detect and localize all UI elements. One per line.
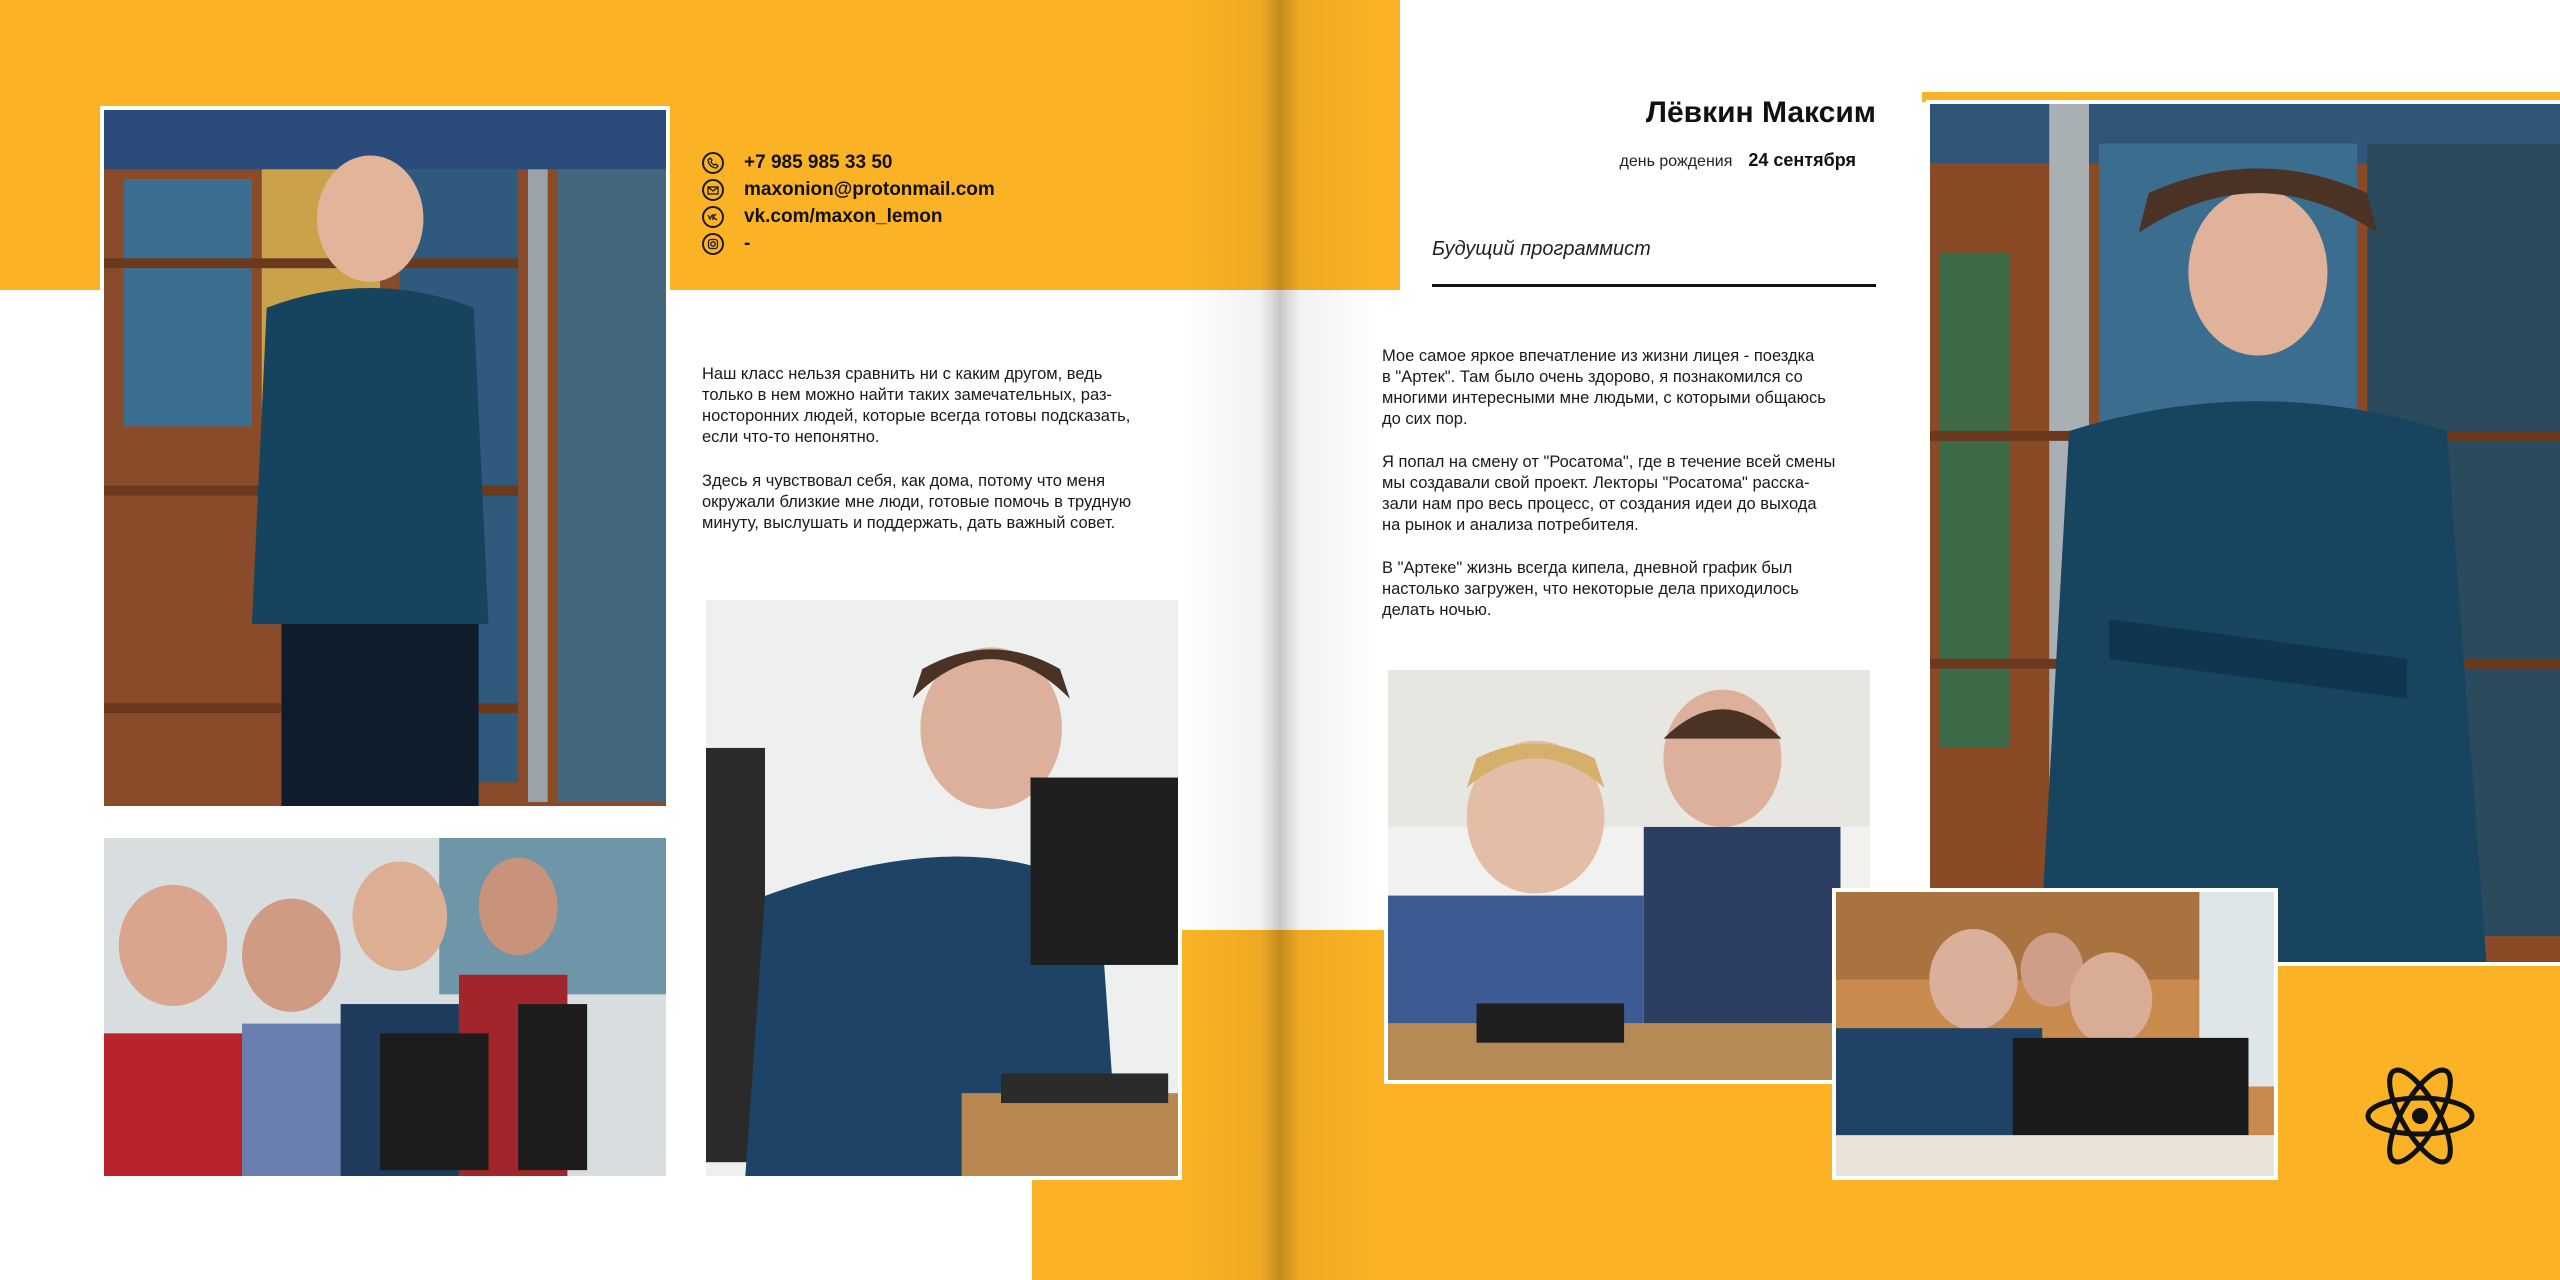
right-paragraph-1: Мое самое яркое впечатление из жизни лицея - поездка в "Артек". Там было очень здорово, я познакомился со многими интересными мне людьми, с которыми общаюсь до сих пор. bbox=[1382, 347, 1826, 428]
portrait-large-photo bbox=[1926, 100, 2560, 966]
contact-email[interactable] bbox=[702, 177, 995, 203]
contact-phone-text: +7 985 985 33 50 bbox=[744, 152, 893, 173]
contact-email-text: maxonion@protonmail.com bbox=[744, 179, 995, 200]
birthday-label: день рождения bbox=[1619, 153, 1733, 170]
birthday-row bbox=[1620, 150, 1856, 171]
phone-icon bbox=[702, 152, 724, 174]
computer-work-photo bbox=[702, 596, 1182, 1180]
right-paragraph-2: Я попал на смену от "Росатома", где в течение всей смены мы создавали свой проект. Лекторы "Росатома" расска- зали нам про весь процесс, от создания идеи до выхода на рынок и анализа потребителя. bbox=[1382, 453, 1836, 534]
contact-instagram[interactable] bbox=[702, 231, 750, 257]
motto-text: Будущий программист bbox=[1432, 238, 1651, 260]
student-name: Лёвкин Максим bbox=[1645, 96, 1876, 129]
contact-vk-text: vk.com/maxon_lemon bbox=[744, 206, 943, 227]
atom-logo-icon bbox=[2360, 1056, 2480, 1176]
left-paragraph-1: Наш класс нельзя сравнить ни с каким другом, ведь только в нем можно найти таких замечательных, раз- носторонних людей, которые всегда готовы подсказать, если что-то непонятно. bbox=[702, 365, 1131, 446]
birthday-value: 24 сентября bbox=[1748, 150, 1856, 170]
group-study-photo bbox=[1832, 888, 2278, 1180]
right-paragraph-3: В "Артеке" жизнь всегда кипела, дневной график был настолько загружен, что некоторые дела приходилось делать ночью. bbox=[1382, 559, 1799, 619]
email-icon bbox=[702, 179, 724, 201]
motto-underline bbox=[1432, 284, 1876, 287]
portrait-bookshelf-photo bbox=[100, 106, 670, 810]
study-desk-photo bbox=[1384, 666, 1874, 1084]
vk-icon bbox=[702, 206, 724, 228]
contact-instagram-text: - bbox=[744, 233, 751, 254]
left-paragraph-2: Здесь я чувствовал себя, как дома, потому что меня окружали близкие мне люди, готовые помочь в трудную минуту, выслушать и поддержать, дать важный совет. bbox=[702, 472, 1132, 532]
contact-vk[interactable] bbox=[702, 204, 943, 230]
instagram-icon bbox=[702, 233, 724, 255]
classroom-group-photo bbox=[100, 834, 670, 1180]
contact-phone[interactable] bbox=[702, 150, 892, 176]
